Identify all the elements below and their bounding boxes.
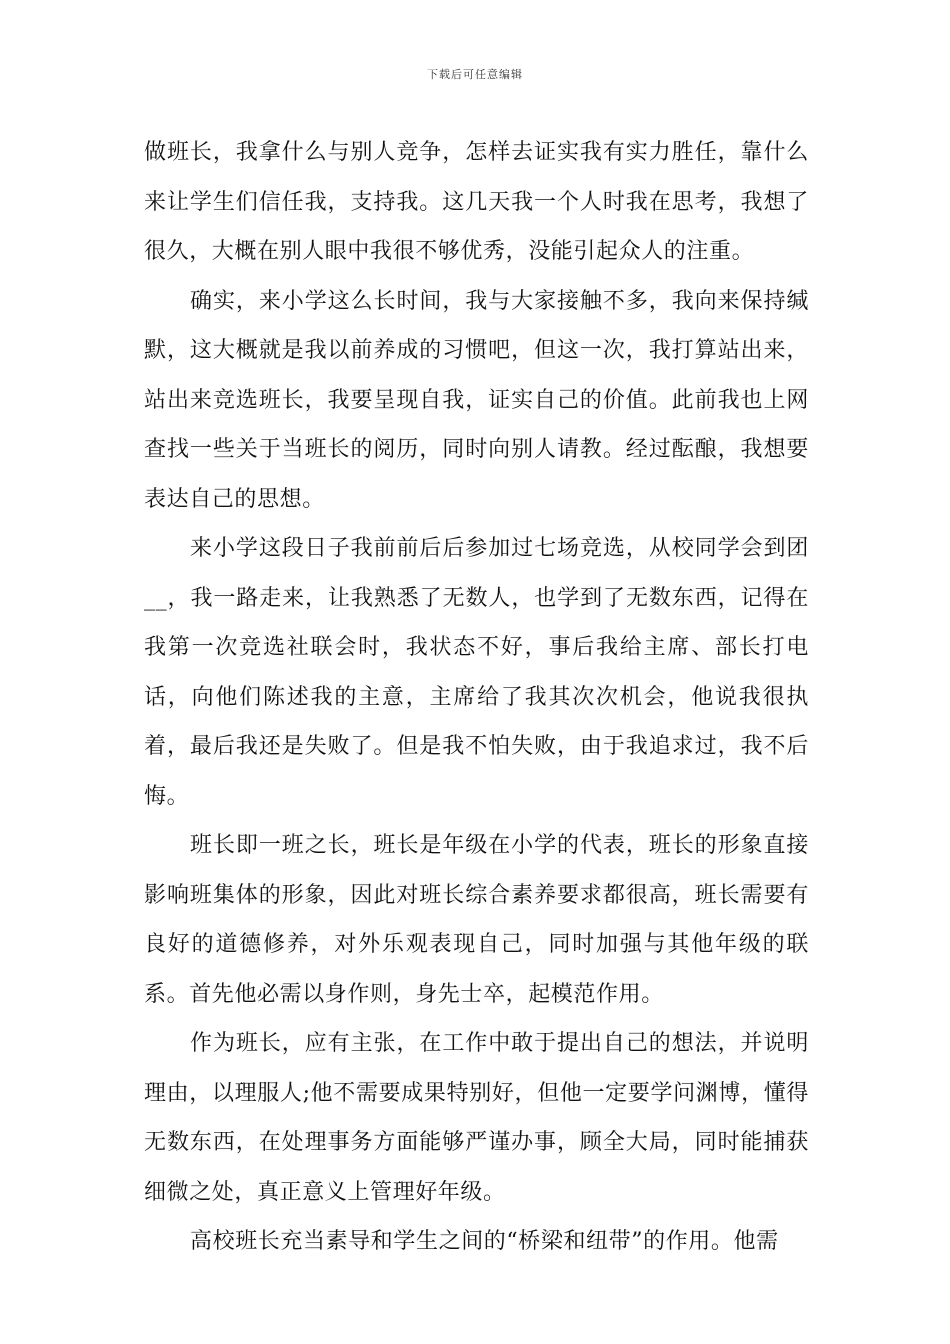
page-header: 下载后可任意编辑: [427, 68, 523, 81]
paragraph-2: 确实，来小学这么长时间，我与大家接触不多，我向来保持缄默，这大概就是我以前养成的习惯吧，但这一次，我打算站出来，站出来竞选班长，我要呈现自我，证实自己的价值。此前我也上网查找一些关于当班长的阅历，同时向别人请教。经过酝酿，我想要表达自己的思想。: [144, 288, 809, 512]
paragraph-1: 做班长，我拿什么与别人竞争，怎样去证实我有实力胜任，靠什么来让学生们信任我，支持我。这几天我一个人时我在思考，我想了很久，大概在别人眼中我很不够优秀，没能引起众人的注重。: [144, 140, 809, 264]
paragraph-6: 高校班长充当素导和学生之间的“桥梁和纽带”的作用。他需: [190, 1229, 779, 1254]
paragraph-3: 来小学这段日子我前前后后参加过七场竞选，从校同学会到团__，我一路走来，让我熟悉了无数人，也学到了无数东西，记得在我第一次竞选社联会时，我状态不好，事后我给主席、部长打电话，向他们陈述我的主意，主席给了我其次次机会，他说我很执着，最后我还是失败了。但是我不怕失败，由于我追求过，我不后悔。: [144, 536, 809, 809]
paragraph-5: 作为班长，应有主张，在工作中敢于提出自己的想法，并说明理由，以理服人;他不需要成果特别好，但他一定要学问渊博，懂得无数东西，在处理事务方面能够严谨办事，顾全大局，同时能捕获细微之处，真正意义上管理好年级。: [144, 1031, 809, 1205]
paragraph-4: 班长即一班之长，班长是年级在小学的代表，班长的形象直接影响班集体的形象，因此对班长综合素养要求都很高，班长需要有良好的道德修养，对外乐观表现自己，同时加强与其他年级的联系。首先他必需以身作则，身先士卒，起模范作用。: [144, 833, 809, 1007]
document-body: [144, 128, 809, 1267]
